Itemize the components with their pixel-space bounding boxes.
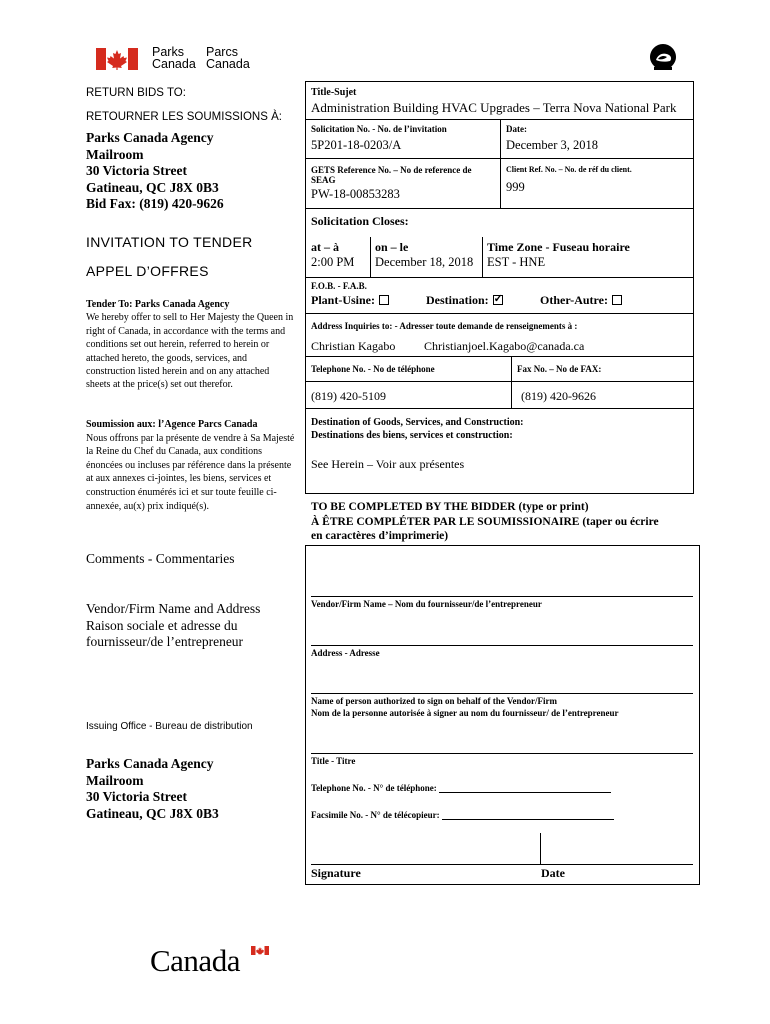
- bidder-phone-row: [311, 783, 611, 793]
- brand-fr-line-2: Canada: [206, 57, 250, 71]
- date-label: Date:: [506, 124, 527, 134]
- issuing-address-line: Mailroom: [86, 772, 144, 788]
- return-address-line: Mailroom: [86, 146, 144, 162]
- signature-label: Signature: [311, 866, 361, 880]
- contact-name: Christian Kagabo: [311, 339, 396, 353]
- other-label: Other-Autre:: [540, 293, 608, 307]
- bidder-fax-field[interactable]: [442, 811, 614, 820]
- destination-goods-label-fr: Destinations des biens, services et construction:: [311, 430, 513, 441]
- address-label: Address - Adresse: [311, 648, 380, 658]
- authorized-label-fr: Nom de la personne autorisée à signer au nom du fournisseur/ de l’entrepreneur: [311, 708, 619, 718]
- bidder-phone-label: Telephone No. - N° de téléphone:: [311, 783, 437, 793]
- appel-d-offres: APPEL D’OFFRES: [86, 263, 209, 279]
- tz-value: EST - HNE: [487, 255, 546, 269]
- client-ref-value: 999: [506, 180, 525, 194]
- on-label: on – le: [375, 240, 409, 254]
- destination-label: Destination:: [426, 293, 489, 307]
- bid-fax-line: Bid Fax: (819) 420-9626: [86, 196, 224, 212]
- at-value: 2:00 PM: [311, 255, 355, 269]
- vendor-label-line: fournisseur/de l’entrepreneur: [86, 634, 244, 649]
- comments-label: Comments - Commentaries: [86, 551, 235, 566]
- signature-field[interactable]: [311, 864, 693, 865]
- return-address-line: Gatineau, QC J8X 0B3: [86, 179, 219, 195]
- soumission-heading: Soumission aux: l’Agence Parcs Canada: [86, 419, 258, 430]
- vendor-name-field[interactable]: [311, 596, 693, 597]
- return-address-line: Parks Canada Agency: [86, 130, 214, 145]
- fax-value: (819) 420-9626: [521, 389, 596, 403]
- fax-label: Fax No. – No de FAX:: [517, 364, 602, 374]
- parks-canada-signature: [96, 46, 256, 72]
- tender-to-body: We hereby offer to sell to Her Majesty the Queen in right of Canada, in accordance with the terms and conditions set out herein, referred to herein or attached hereto, the goods, services, and construction listed herein and on any attached sheets at the price(s) set out therefor.: [86, 312, 294, 391]
- destination-checkbox[interactable]: [493, 295, 503, 305]
- vendor-name-label: Vendor/Firm Name – Nom du fournisseur/de l’entrepreneur: [311, 599, 542, 609]
- title-value: Administration Building HVAC Upgrades – Terra Nova National Park: [311, 100, 677, 115]
- destination-goods-label-en: Destination of Goods, Services, and Construction:: [311, 417, 524, 428]
- on-value: December 18, 2018: [375, 255, 474, 269]
- tz-label: Time Zone - Fuseau horaire: [487, 240, 630, 254]
- canada-flag-icon: [96, 48, 138, 70]
- client-ref-label: Client Ref. No. – No. de réf du client.: [506, 165, 632, 174]
- return-bids-fr: RETOURNER LES SOUMISSIONS À:: [86, 111, 282, 123]
- brand-fr-line-1: Parcs: [206, 45, 238, 59]
- title-field[interactable]: [311, 753, 693, 754]
- brand-en-line-2: Canada: [152, 57, 196, 71]
- issuing-address-line: 30 Victoria Street: [86, 789, 187, 805]
- canada-wordmark-text: Canada: [150, 943, 240, 978]
- inquiries-label: Address Inquiries to: - Adresser toute demande de renseignements à :: [311, 321, 578, 331]
- fob-label: F.O.B. - F.A.B.: [311, 281, 367, 291]
- title-label: Title-Sujet: [311, 87, 357, 98]
- return-bids-en: RETURN BIDS TO:: [86, 87, 186, 99]
- vendor-label-block: [86, 601, 260, 651]
- gets-label: GETS Reference No. – No de reference de SEAG: [311, 165, 472, 185]
- plant-label: Plant-Usine:: [311, 293, 375, 307]
- at-label: at – à: [311, 240, 339, 254]
- wordmark-flag-icon: [251, 946, 269, 955]
- solicitation-label: Solicitation No. - No. de l’invitation: [311, 124, 447, 134]
- destination-option: [426, 293, 503, 308]
- bidder-heading-line: TO BE COMPLETED BY THE BIDDER (type or print): [311, 501, 589, 513]
- return-address-line: 30 Victoria Street: [86, 163, 187, 179]
- authorized-label-en: Name of person authorized to sign on behalf of the Vendor/Firm: [311, 696, 557, 706]
- plant-checkbox[interactable]: [379, 295, 389, 305]
- title-field-label: Title - Titre: [311, 756, 356, 766]
- other-option: [540, 293, 622, 308]
- plant-option: [311, 293, 389, 308]
- bidder-fax-label: Facsimile No. - N° de télécopieur:: [311, 810, 440, 820]
- gets-value: PW-18-00853283: [311, 187, 400, 201]
- authorized-name-field[interactable]: [311, 693, 693, 694]
- canada-wordmark: [150, 944, 272, 980]
- phone-value: (819) 420-5109: [311, 389, 386, 403]
- brand-en-line-1: Parks: [152, 45, 184, 59]
- issuing-address: [86, 756, 219, 822]
- closes-label: Solicitation Closes:: [311, 214, 409, 228]
- issuing-office-label: Issuing Office - Bureau de distribution: [86, 721, 253, 732]
- invitation-to-tender: INVITATION TO TENDER: [86, 234, 253, 250]
- issuing-address-line: Parks Canada Agency: [86, 756, 214, 771]
- soumission-block: [86, 418, 298, 513]
- vendor-label-line: Vendor/Firm Name and Address: [86, 601, 261, 616]
- beaver-emblem-icon: [648, 42, 678, 72]
- issuing-address-line: Gatineau, QC J8X 0B3: [86, 805, 219, 821]
- date-value: December 3, 2018: [506, 138, 598, 152]
- tender-to-block: [86, 298, 296, 392]
- other-checkbox[interactable]: [612, 295, 622, 305]
- bidder-fax-row: [311, 810, 614, 820]
- solicitation-value: 5P201-18-0203/A: [311, 138, 402, 152]
- soumission-body: Nous offrons par la présente de vendre à Sa Majesté la Reine du Chef du Canada, aux conditions énoncées ou incluses par référence dans la présente at aux annexes ci-jointes, les biens, services et construction énumérés ici et sur toute feuille ci-annexée, au(x) prix indiqué(s).: [86, 432, 295, 512]
- date-field-label: Date: [541, 866, 565, 880]
- see-herein: See Herein – Voir aux présentes: [311, 457, 465, 471]
- bidder-heading: [311, 500, 659, 544]
- bidder-phone-field[interactable]: [439, 784, 611, 793]
- return-address: [86, 130, 224, 213]
- phone-label: Telephone No. - No de téléphone: [311, 364, 435, 374]
- vendor-label-line: Raison sociale et adresse du: [86, 617, 238, 633]
- bidder-heading-line: en caractères d’imprimerie): [311, 530, 449, 542]
- bidder-heading-line: À ÊTRE COMPLÉTER PAR LE SOUMISSIONAIRE (taper ou écrire: [311, 515, 659, 528]
- contact-email: Christianjoel.Kagabo@canada.ca: [424, 339, 585, 353]
- address-field[interactable]: [311, 645, 693, 646]
- tender-to-heading: Tender To: Parks Canada Agency: [86, 299, 230, 310]
